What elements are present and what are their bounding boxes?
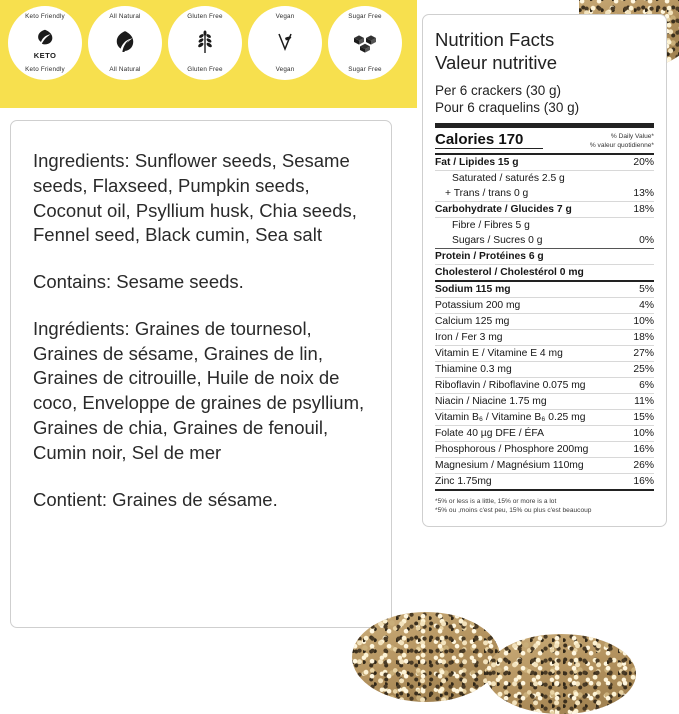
table-row bbox=[435, 264, 654, 281]
nutrient-label: Magnesium / Magnésium 110mg bbox=[435, 457, 616, 473]
nutrient-label: Fat / Lipides 15 g bbox=[435, 155, 616, 171]
nutrient-dv bbox=[616, 170, 654, 186]
nutrient-label: Calcium 125 mg bbox=[435, 313, 616, 329]
table-row bbox=[435, 281, 654, 298]
table-row bbox=[435, 248, 654, 264]
nutrient-label: Fibre / Fibres 5 g bbox=[452, 219, 530, 231]
nutrient-label: Thiamine 0.3 mg bbox=[435, 361, 616, 377]
calories-row bbox=[435, 128, 654, 153]
nutrient-dv: 18% bbox=[616, 329, 654, 345]
nutrient-table bbox=[435, 155, 654, 491]
badge-vegan bbox=[248, 6, 322, 80]
footnote-block bbox=[435, 497, 654, 516]
nutrient-label: Sugars / Sucres 0 g bbox=[435, 233, 616, 249]
nutrient-label: Phosphorous / Phosphore 200mg bbox=[435, 441, 616, 457]
table-row bbox=[435, 377, 654, 393]
table-row bbox=[435, 297, 654, 313]
nutrient-label: Potassium 200 mg bbox=[435, 297, 616, 313]
nutrient-label: Riboflavin / Riboflavine 0.075 mg bbox=[435, 377, 616, 393]
cracker-photo-bottom-left bbox=[352, 612, 500, 702]
nutrient-label: Protein / Protéines 6 g bbox=[435, 248, 616, 264]
contains-fr: Contient: Graines de sésame. bbox=[33, 488, 278, 510]
nutrient-label: + Trans / trans 0 g bbox=[435, 186, 616, 202]
nutrient-dv: 16% bbox=[616, 473, 654, 490]
contains-en: Contains: Sesame seeds. bbox=[33, 271, 244, 293]
nutrient-dv: 18% bbox=[616, 201, 654, 217]
badge-all-natural bbox=[88, 6, 162, 80]
table-row bbox=[435, 361, 654, 377]
nutrition-facts-panel bbox=[422, 14, 667, 527]
calories-block bbox=[435, 131, 543, 151]
ingredients-fr: Ingrédients: Graines de tournesol, Graines de sésame, Graines de lin, Graines de citrouille, Huile de noix de coco, Enveloppe de graines de psyllium, Graines de chia, Graines de fenouil, Cumin noir, Sel de mer bbox=[33, 317, 365, 463]
badge-bottom-text: All Natural bbox=[109, 66, 141, 73]
nutrient-dv: 4% bbox=[616, 297, 654, 313]
nutrient-dv: 26% bbox=[616, 457, 654, 473]
badge-ring-text bbox=[248, 6, 322, 80]
nutrient-dv bbox=[616, 264, 654, 281]
badge-ring-text bbox=[168, 6, 242, 80]
badge-top-text: Vegan bbox=[275, 13, 295, 20]
table-row bbox=[435, 313, 654, 329]
table-row bbox=[435, 441, 654, 457]
daily-value-header bbox=[590, 133, 654, 151]
nutrition-title-en: Nutrition Facts bbox=[435, 29, 555, 50]
nutrient-label: Folate 40 µg DFE / ÉFA bbox=[435, 425, 616, 441]
nutrient-label: Niacin / Niacine 1.75 mg bbox=[435, 393, 616, 409]
badge-glyph-label: KETO bbox=[33, 50, 57, 60]
badge-ring-text bbox=[88, 6, 162, 80]
nutrient-label: Vitamin B₆ / Vitamine B₆ 0.25 mg bbox=[435, 409, 616, 425]
nutrient-dv: 10% bbox=[616, 425, 654, 441]
seed-texture bbox=[352, 612, 500, 702]
nutrition-title-fr: Valeur nutritive bbox=[435, 51, 558, 73]
table-row bbox=[435, 425, 654, 441]
nutrient-label: Sodium 115 mg bbox=[435, 281, 616, 298]
serving-size-en: Per 6 crackers (30 g) bbox=[435, 83, 562, 99]
nutrient-dv: 16% bbox=[616, 441, 654, 457]
nutrient-dv: 6% bbox=[616, 377, 654, 393]
nutrient-dv: 13% bbox=[616, 186, 654, 202]
nutrient-dv: 5% bbox=[616, 281, 654, 298]
nutrient-dv: 20% bbox=[616, 155, 654, 171]
nutrient-label: Iron / Fer 3 mg bbox=[435, 329, 616, 345]
table-row bbox=[435, 329, 654, 345]
dv-header-fr: % valeur quotidienne* bbox=[589, 141, 654, 149]
table-row bbox=[435, 170, 654, 186]
nutrient-dv: 25% bbox=[616, 361, 654, 377]
ingredients-card bbox=[10, 120, 392, 628]
calories-underline bbox=[435, 148, 543, 149]
table-row bbox=[435, 345, 654, 361]
table-row bbox=[435, 233, 654, 249]
nutrient-label: Saturated / saturés 2.5 g bbox=[452, 172, 565, 184]
badge-bottom-text: Sugar Free bbox=[348, 66, 382, 73]
badge-row bbox=[8, 6, 402, 80]
nutrient-dv: 10% bbox=[616, 313, 654, 329]
badge-top-text: All Natural bbox=[109, 13, 141, 20]
nutrient-dv bbox=[616, 248, 654, 264]
certification-banner bbox=[0, 0, 417, 108]
nutrient-label: Zinc 1.75mg bbox=[435, 473, 616, 490]
badge-bottom-text: Gluten Free bbox=[187, 66, 223, 73]
badge-keto-friendly bbox=[8, 6, 82, 80]
dv-header-en: % Daily Value* bbox=[610, 133, 654, 141]
ingredients-en: Ingredients: Sunflower seeds, Sesame seeds, Flaxseed, Pumpkin seeds, Coconut oil, Psyllium husk, Chia seeds, Fennel seed, Black cumin, Sea salt bbox=[33, 150, 357, 246]
nutrient-dv bbox=[616, 217, 654, 233]
footnote-en: *5% or less is a little, 15% or more is a lot bbox=[435, 497, 557, 505]
badge-gluten-free bbox=[168, 6, 242, 80]
table-row bbox=[435, 409, 654, 425]
nutrient-dv: 11% bbox=[616, 393, 654, 409]
table-row bbox=[435, 473, 654, 490]
badge-bottom-text: Keto Friendly bbox=[25, 66, 65, 73]
badge-top-text: Sugar Free bbox=[348, 13, 382, 20]
nutrient-dv: 27% bbox=[616, 345, 654, 361]
badge-ring-text bbox=[8, 6, 82, 80]
nutrient-label: Carbohydrate / Glucides 7 g bbox=[435, 201, 616, 217]
calories-label: Calories 170 bbox=[435, 130, 524, 148]
table-row bbox=[435, 186, 654, 202]
nutrient-label: Cholesterol / Cholestérol 0 mg bbox=[435, 264, 616, 281]
table-row bbox=[435, 217, 654, 233]
badge-bottom-text: Vegan bbox=[275, 66, 295, 73]
table-row bbox=[435, 393, 654, 409]
cracker-photo-bottom-right bbox=[486, 634, 636, 714]
table-row bbox=[435, 201, 654, 217]
table-row bbox=[435, 457, 654, 473]
serving-size-fr: Pour 6 craquelins (30 g) bbox=[435, 100, 580, 115]
nutrient-table-body bbox=[435, 155, 654, 490]
nutrient-label: Vitamin E / Vitamine E 4 mg bbox=[435, 345, 616, 361]
footnote-fr: *5% ou ,moins c'est peu, 15% ou plus c'est beaucoup bbox=[435, 507, 592, 515]
badge-ring-text bbox=[328, 6, 402, 80]
table-row bbox=[435, 155, 654, 171]
nutrient-dv: 0% bbox=[616, 233, 654, 249]
badge-top-text: Keto Friendly bbox=[25, 13, 65, 20]
nutrient-dv: 15% bbox=[616, 409, 654, 425]
badge-sugar-free bbox=[328, 6, 402, 80]
badge-top-text: Gluten Free bbox=[187, 13, 223, 20]
seed-texture bbox=[486, 634, 636, 714]
